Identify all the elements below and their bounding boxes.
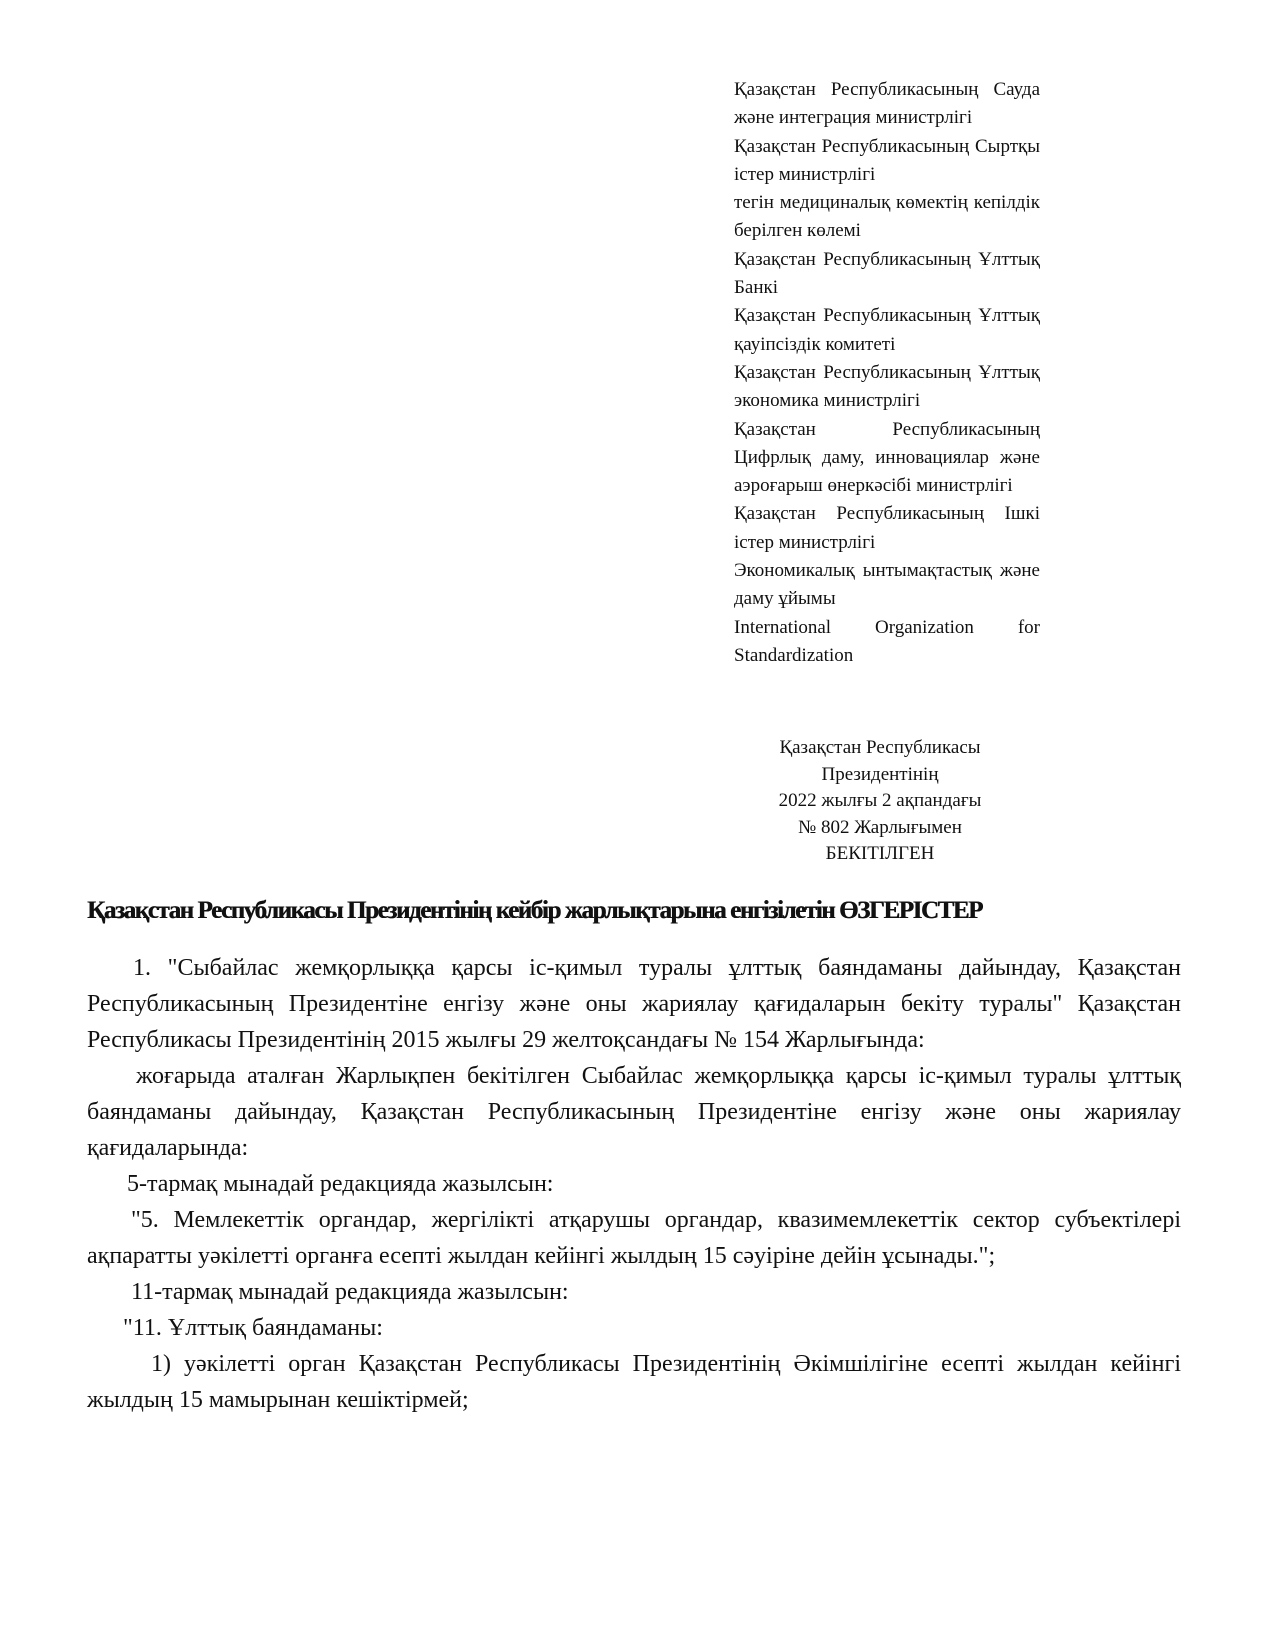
paragraph: 1) уәкілетті орган Қазақстан Республикасы Президентінің Әкімшілігіне есепті жылдан кейінгі жылдың 15 мамырынан кешіктірмей; bbox=[87, 1351, 1181, 1413]
glossary-entry: Қазақстан Республикасының Цифрлық даму, инновациялар және аэроғарыш өнеркәсібі министрлігі bbox=[734, 418, 1040, 497]
paragraph: 11-тармақ мынадай редакцияда жазылсын: bbox=[131, 1279, 569, 1305]
abbreviation-list bbox=[734, 76, 1040, 670]
glossary-entry: Қазақстан Республикасының Ұлттық экономика министрлігі bbox=[734, 361, 1040, 412]
glossary-entry: тегін медициналық көмектің кепілдік берілген көлемі bbox=[734, 192, 1040, 242]
approval-line: 2022 жылғы 2 ақпандағы bbox=[778, 790, 982, 811]
approval-line: Қазақстан Республикасы bbox=[779, 737, 981, 758]
glossary-entry: Экономикалық ынтымақтастық және даму ұйымы bbox=[734, 560, 1040, 610]
approval-stamp bbox=[700, 735, 1060, 868]
paragraph: жоғарыда аталған Жарлықпен бекітілген Сыбайлас жемқорлыққа қарсы іс-қимыл туралы ұлттық баяндаманы дайындау, Қазақстан Республикасының Президентіне енгізу және оны жариялау қағидаларында: bbox=[87, 1063, 1181, 1161]
glossary-entry: Қазақстан Республикасының Ұлттық қауіпсіздік комитеті bbox=[734, 305, 1040, 355]
paragraph: 5-тармақ мынадай редакцияда жазылсын: bbox=[127, 1171, 554, 1197]
approval-line: Президентінің bbox=[821, 763, 939, 785]
glossary-entry: Қазақстан Республикасының Ұлттық Банкі bbox=[734, 248, 1040, 299]
glossary-entry: International Organization for Standardization bbox=[734, 616, 1040, 666]
approval-line: № 802 Жарлығымен bbox=[798, 816, 962, 838]
glossary-entry: Қазақстан Республикасының Ішкі істер министрлігі bbox=[734, 503, 1040, 553]
paragraph: "11. Ұлттық баяндаманы: bbox=[123, 1315, 383, 1341]
document-body bbox=[87, 950, 1181, 1418]
paragraph: 1. "Сыбайлас жемқорлыққа қарсы іс-қимыл туралы ұлттық баяндаманы дайындау, Қазақстан Республикасының Президентіне енгізу және оны жариялау қағидаларын бекіту туралы" Қазақстан Республикасы Президентінің 2015 жылғы 29 желтоқсандағы № 154 Жарлығында: bbox=[87, 955, 1181, 1053]
approval-line: БЕКІТІЛГЕН bbox=[825, 843, 935, 864]
glossary-entry: Қазақстан Республикасының Сыртқы істер министрлігі bbox=[734, 135, 1040, 185]
paragraph: "5. Мемлекеттік органдар, жергілікті атқарушы органдар, квазимемлекеттік сектор субъектілері ақпаратты уәкілетті органға есепті жылдан кейінгі жылдың 15 сәуіріне дейін ұсынады."; bbox=[87, 1207, 1181, 1269]
document-title: Қазақстан Республикасы Президентінің кейбір жарлықтарына енгізілетін ӨЗГЕРІСТЕР bbox=[87, 897, 982, 924]
glossary-entry: Қазақстан Республикасының Сауда және интеграция министрлігі bbox=[734, 79, 1040, 129]
